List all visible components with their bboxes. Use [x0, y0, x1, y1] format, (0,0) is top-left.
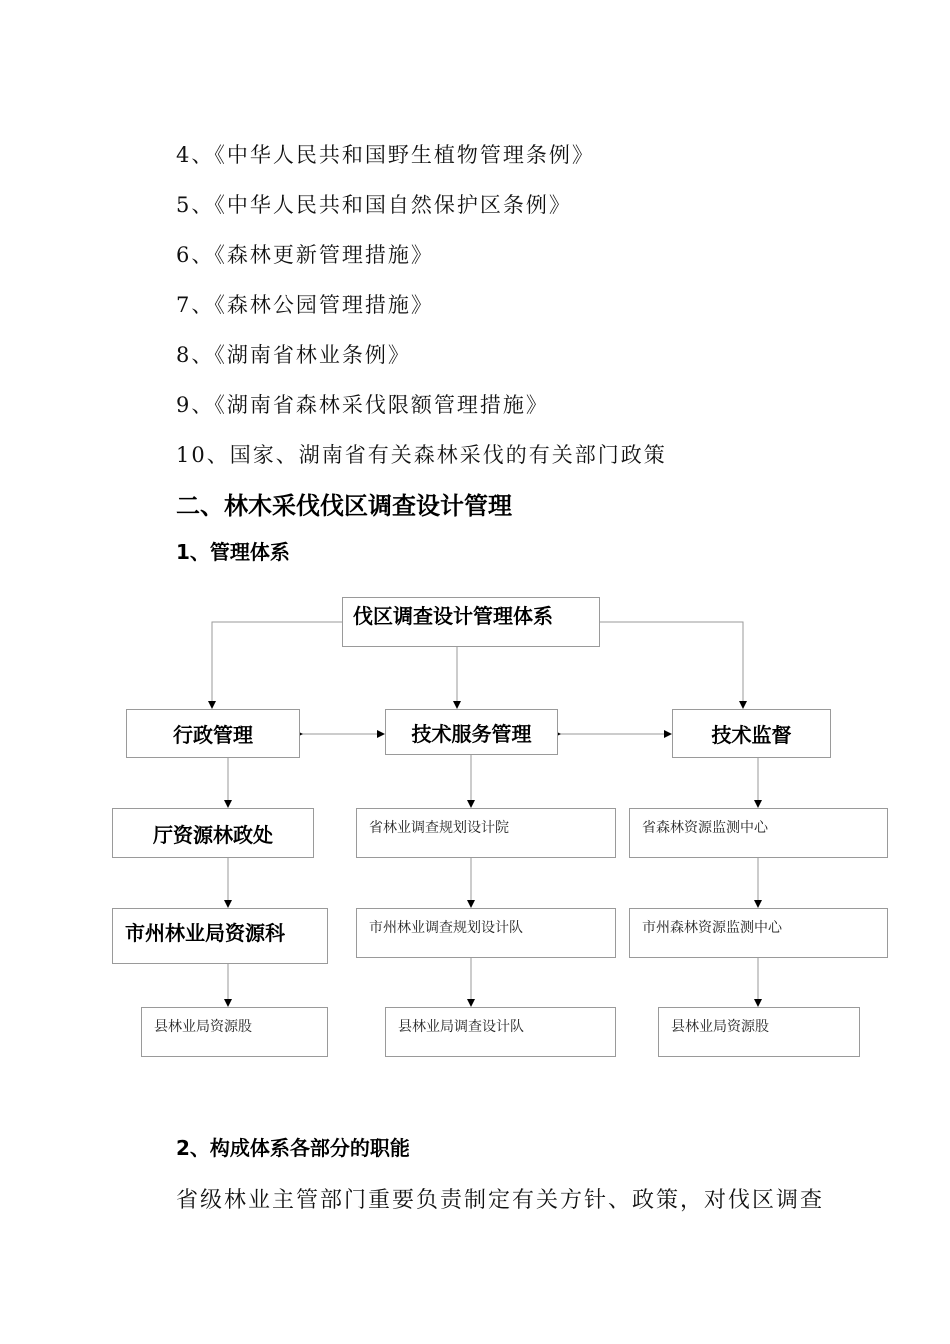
- regulation-item: 4、《中华人民共和国野生植物管理条例》: [176, 143, 595, 167]
- org-box-supervision-province: 省森林资源监测中心: [629, 808, 888, 858]
- regulation-item: 6、《森林更新管理措施》: [176, 243, 434, 267]
- org-box-admin-province: 厅资源林政处: [112, 808, 314, 858]
- section-heading: 二、林木采伐伐区调查设计管理: [176, 492, 512, 520]
- regulation-item: 9、《湖南省森林采伐限额管理措施》: [176, 393, 549, 417]
- org-box-supervision-city: 市州森林资源监测中心: [629, 908, 888, 958]
- connector-top-admin: [212, 622, 342, 708]
- connector-top-supervision: [600, 622, 743, 708]
- org-box-admin-county: 县林业局资源股: [141, 1007, 328, 1057]
- regulation-item: 10、国家、湖南省有关森林采伐的有关部门政策: [176, 443, 667, 467]
- org-box-tech-supervision: 技术监督: [672, 709, 831, 758]
- regulation-item: 8、《湖南省林业条例》: [176, 343, 411, 367]
- org-box-admin: 行政管理: [126, 709, 300, 758]
- org-box-supervision-county: 县林业局资源股: [658, 1007, 860, 1057]
- org-box-service-city: 市州林业调查规划设计队: [356, 908, 616, 958]
- subheading-functions: 2、构成体系各部分的职能: [176, 1136, 410, 1160]
- org-box-top: [342, 597, 600, 647]
- regulation-item: 5、《中华人民共和国自然保护区条例》: [176, 193, 572, 217]
- org-box-service-county: 县林业局调查设计队: [385, 1007, 616, 1057]
- org-box-top-label: 伐区调查设计管理体系: [353, 604, 553, 628]
- regulation-item: 7、《森林公园管理措施》: [176, 293, 434, 317]
- org-box-tech-service: 技术服务管理: [385, 709, 558, 755]
- org-box-admin-city: 市州林业局资源科: [112, 908, 328, 964]
- org-box-service-province: 省林业调查规划设计院: [356, 808, 616, 858]
- body-paragraph: 省级林业主管部门重要负责制定有关方针、政策，对伐区调查: [176, 1188, 825, 1213]
- subheading-management-system: 1、管理体系: [176, 540, 290, 564]
